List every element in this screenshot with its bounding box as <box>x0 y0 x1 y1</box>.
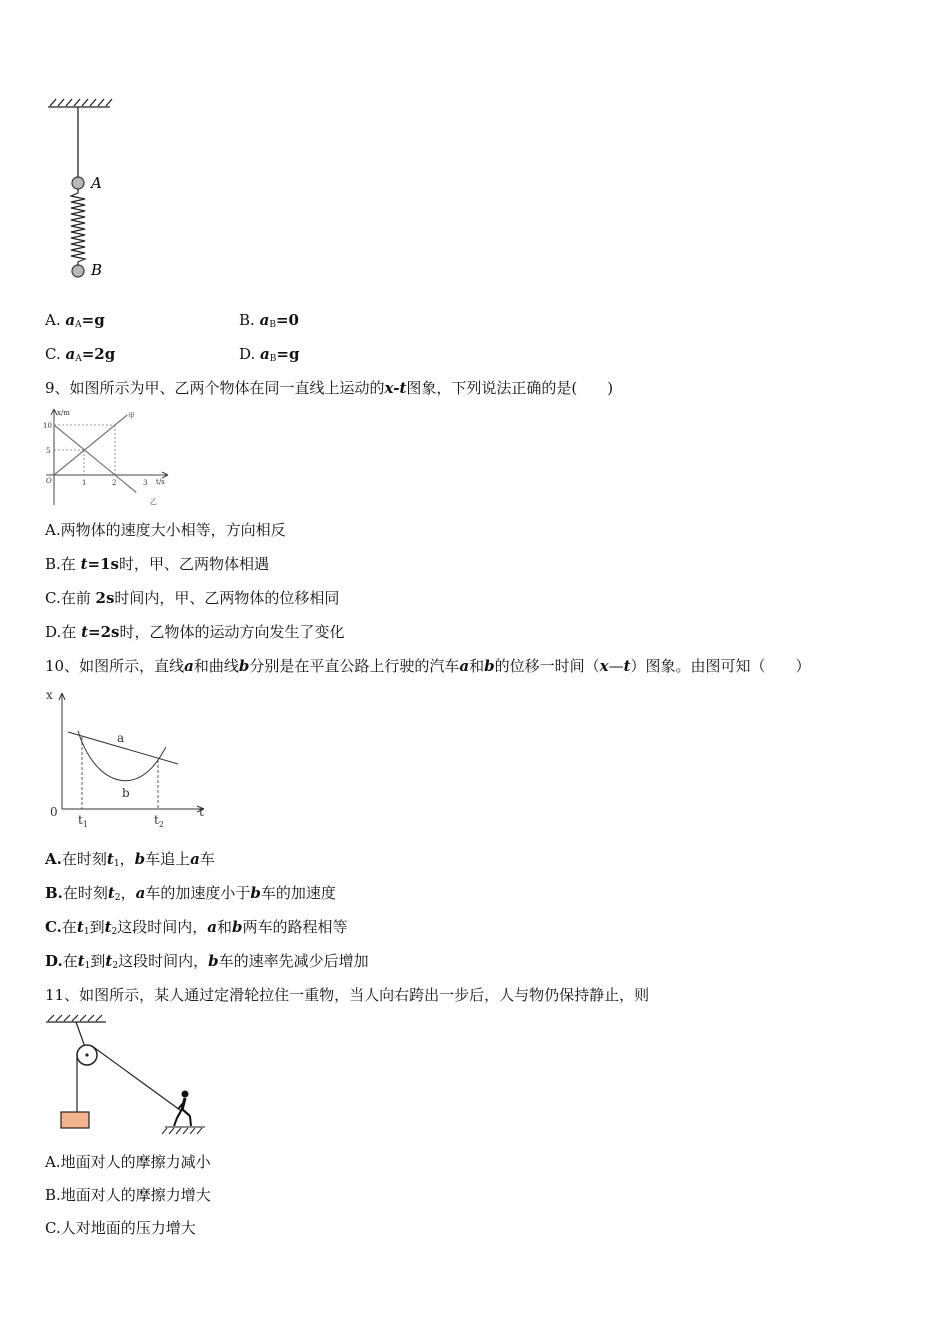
q8-option-d: D. $a_B=g$ <box>239 345 300 364</box>
pulley-figure <box>40 1012 215 1140</box>
q10-stem: 10、如图所示，直线a和曲线b分别是在平直公路上行驶的汽车a和b的位移一时间（x—t）图象。由图可知（ ） <box>45 657 811 675</box>
ball-a <box>72 177 84 189</box>
spring <box>71 189 85 265</box>
q9-option-d: D.在 t=2s时，乙物体的运动方向发生了变化 <box>45 623 345 641</box>
label-a: a <box>117 731 125 745</box>
q9-option-c: C.在前 2s时间内，甲、乙两物体的位移相同 <box>45 589 340 607</box>
q10-option-c: C.在$t_1$到$t_2$这段时间内，a和b两车的路程相等 <box>45 918 348 937</box>
y-axis-label: x <box>46 688 53 702</box>
label-b: B <box>91 261 103 279</box>
q8-option-b: B. $a_B=0$ <box>239 311 299 330</box>
q8-option-c: C. $a_A=2g$ <box>45 345 116 364</box>
x-tick-2: 2 <box>112 479 117 487</box>
q10-xt-graph <box>40 685 215 830</box>
label-a: A <box>91 174 102 192</box>
person-figure <box>174 1091 191 1127</box>
t1-label: $t_1$ <box>78 813 88 829</box>
yi-label: 乙 <box>150 498 157 506</box>
x-tick-3: 3 <box>143 479 148 487</box>
x-axis-label: t/s <box>156 478 165 486</box>
q9-stem: 9、如图所示为甲、乙两个物体在同一直线上运动的x-t图象，下列说法正确的是( ) <box>45 379 614 397</box>
q8-option-a: A. $a_A=g$ <box>45 311 105 330</box>
spring-ball-figure <box>40 95 130 290</box>
origin-label: 0 <box>50 805 58 819</box>
x-axis-label: t <box>199 805 204 819</box>
ball-b <box>72 265 84 277</box>
q9-xt-graph <box>40 405 175 510</box>
pulley-mount <box>76 1022 85 1047</box>
x-tick-1: 1 <box>82 479 87 487</box>
q10-option-d: D.在$t_1$到$t_2$这段时间内，b车的速率先减少后增加 <box>45 952 369 971</box>
q11-option-a: A.地面对人的摩擦力减小 <box>45 1153 211 1171</box>
y-tick-5: 5 <box>46 447 51 455</box>
ground-hatch <box>162 1127 205 1134</box>
label-b: b <box>122 786 130 800</box>
q11-option-c: C.人对地面的压力增大 <box>45 1219 196 1237</box>
ceiling-hatch <box>48 99 112 107</box>
line-jia <box>54 415 127 475</box>
q11-stem: 11、如图所示，某人通过定滑轮拉住一重物，当人向右跨出一步后，人与物仍保持静止，则 <box>45 986 650 1004</box>
q11-option-b: B.地面对人的摩擦力增大 <box>45 1186 211 1204</box>
origin-label: O <box>46 477 52 485</box>
line-yi <box>54 425 136 493</box>
y-axis-label: x/m <box>57 409 70 417</box>
q9-option-a: A.两物体的速度大小相等，方向相反 <box>45 521 286 539</box>
t2-label: $t_2$ <box>154 813 164 829</box>
rope-to-person <box>92 1046 180 1110</box>
ceiling-hatch <box>46 1015 106 1022</box>
jia-label: 甲 <box>128 412 135 420</box>
q9-option-b: B.在 t=1s时，甲、乙两物体相遇 <box>45 555 269 573</box>
q10-option-a: A.在时刻$t_1$，b车追上a车 <box>45 850 215 869</box>
weight-block <box>61 1112 89 1128</box>
q10-option-b: B.在时刻$t_2$，a车的加速度小于b车的加速度 <box>45 884 336 903</box>
y-tick-10: 10 <box>43 422 52 430</box>
